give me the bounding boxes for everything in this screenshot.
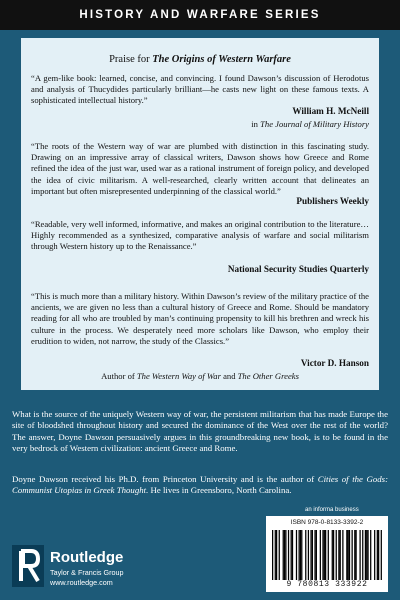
barcode-bar [299,530,300,580]
praise-book-title: The Origins of Western Warfare [152,54,291,65]
barcode-bar [338,530,339,580]
barcode-bar [370,530,371,580]
barcode-bar [359,530,360,580]
barcode-bar [291,530,292,580]
barcode-bar [279,530,280,580]
quote-4-attribution [301,358,369,369]
barcode-bar [272,530,273,580]
barcode-bar [367,530,368,580]
publisher-url[interactable]: www.routledge.com [50,578,113,587]
barcode-bar [374,530,375,580]
praise-panel [21,38,379,390]
quote-2: “The roots of the Western way of war are plumbed with distinction in this fascinating study. Drawing on an impressive array of classical writers, Dawson shows how Greece and Rome refined the idea of the just war, used war as a rational instrument of foreign policy, and developed the idea of civic militarism. A well-researched, clearly written account that delineates an important but often misrepresented underpinning of the classical world.” [31,141,369,196]
bio-text-1: Doyne Dawson received his Ph.D. from Princeton University and is the author of [12,474,315,484]
quote-4-work-2: The Other Greeks [237,371,299,381]
quote-4-works [31,371,369,382]
barcode-bar [305,530,306,580]
barcode-bar [296,530,297,580]
barcode-bar [284,530,285,580]
barcode-bar [310,530,311,580]
bio-work: Cities of the Gods: Communist Utopias in Greek Thought. [12,474,388,496]
author-bio [12,474,388,497]
barcode-bar [362,530,363,580]
barcode-bar [288,530,289,580]
quote-1-name: William H. McNeill [292,106,369,116]
barcode-bar [340,530,341,580]
barcode-bar [316,530,317,580]
barcode-bar [328,530,329,580]
barcode-bar [346,530,347,580]
quote-1-journal: The Journal of Military History [260,119,369,129]
barcode-bar [292,530,293,580]
barcode-bar [301,530,302,580]
book-description: What is the source of the uniquely Western way of war, the persistent militarism that has made Europe the site of bloodshed throughout history and secured the dominance of the West over the rest of the world? The answer, Doyne Dawson persuasively argues in this groundbreaking new book, is to be found in the very bedrock of Western civilization: ancient Greece and Rome. [12,409,388,453]
quote-4-name: Victor D. Hanson [300,358,369,368]
barcode-digits: 9 780813 333922 [286,580,368,589]
barcode-bar [378,530,379,580]
barcode-bar [276,530,277,580]
quote-3-attribution [228,264,369,275]
quote-4-author-of: Author of [101,371,135,381]
quote-4-and: and [223,371,236,381]
barcode-bar [333,530,334,580]
quote-3: “Readable, very well informed, informative, and makes an original contribution to the literature… Highly recommended as a synthesized, comparative analysis of warfare and social militarism through Western history up to the Renaissance.” [31,219,369,252]
informa-tagline: an informa business [305,507,359,513]
barcode-bar [314,530,315,580]
bio-text-2: He lives in Greensboro, North Carolina. [150,485,292,496]
quote-1-in: in [251,119,258,129]
quote-4-work-1: The Western Way of War [136,371,221,381]
barcode-bars [272,530,382,580]
barcode-box [266,516,388,592]
barcode-bar [300,530,301,580]
publisher-name: Routledge [50,549,124,566]
barcode-bar [285,530,286,580]
barcode-bar [342,530,343,580]
barcode-bar [308,530,309,580]
barcode-bar [275,530,276,580]
barcode-bar [352,530,353,580]
quote-1-attribution [292,106,369,117]
barcode-bar [312,530,313,580]
publisher-group: Taylor & Francis Group [50,568,124,577]
quote-2-name: Publishers Weekly [296,196,369,206]
barcode-bar [336,530,337,580]
quote-1: “A gem-like book: learned, concise, and convincing. I found Dawson’s discussion of Herodotus and analysis of Thucydides particularly brilliant—he casts new light on these famous texts. A sophisticated intellectual history.” [31,73,369,106]
quote-3-name: National Security Studies Quarterly [227,264,369,274]
quote-2-attribution [296,196,369,207]
barcode-bar [322,530,323,580]
quote-1-source [251,119,369,130]
barcode-bar [324,530,325,580]
barcode-bar [377,530,378,580]
series-banner: HISTORY AND WARFARE SERIES [0,0,400,30]
praise-prefix: Praise for [109,54,150,65]
barcode-bar [381,530,382,580]
barcode-bar [354,530,355,580]
praise-heading [21,54,379,65]
barcode-bar [332,530,333,580]
barcode-bar [365,530,366,580]
barcode-bar [366,530,367,580]
barcode-bar [325,530,326,580]
barcode-bar [283,530,284,580]
barcode-bar [355,530,356,580]
isbn-number: ISBN 978-0-8133-3392-2 [290,519,364,526]
barcode-bar [348,530,349,580]
quote-4: “This is much more than a military history. Within Dawson’s review of the military practice of the ancients, we are given no less than a cultural history of Greece and Rome. Should be mandatory reading for all who are troubled by man’s continuing propensity to kill his brethren and wreck his culture in the process. We desperately need more scholars like Dawson, who employ their erudition to widen, not narrow, the study of the Classics.” [31,291,369,346]
routledge-logo-icon [12,545,44,587]
barcode-bar [320,530,321,580]
barcode-bar [349,530,350,580]
